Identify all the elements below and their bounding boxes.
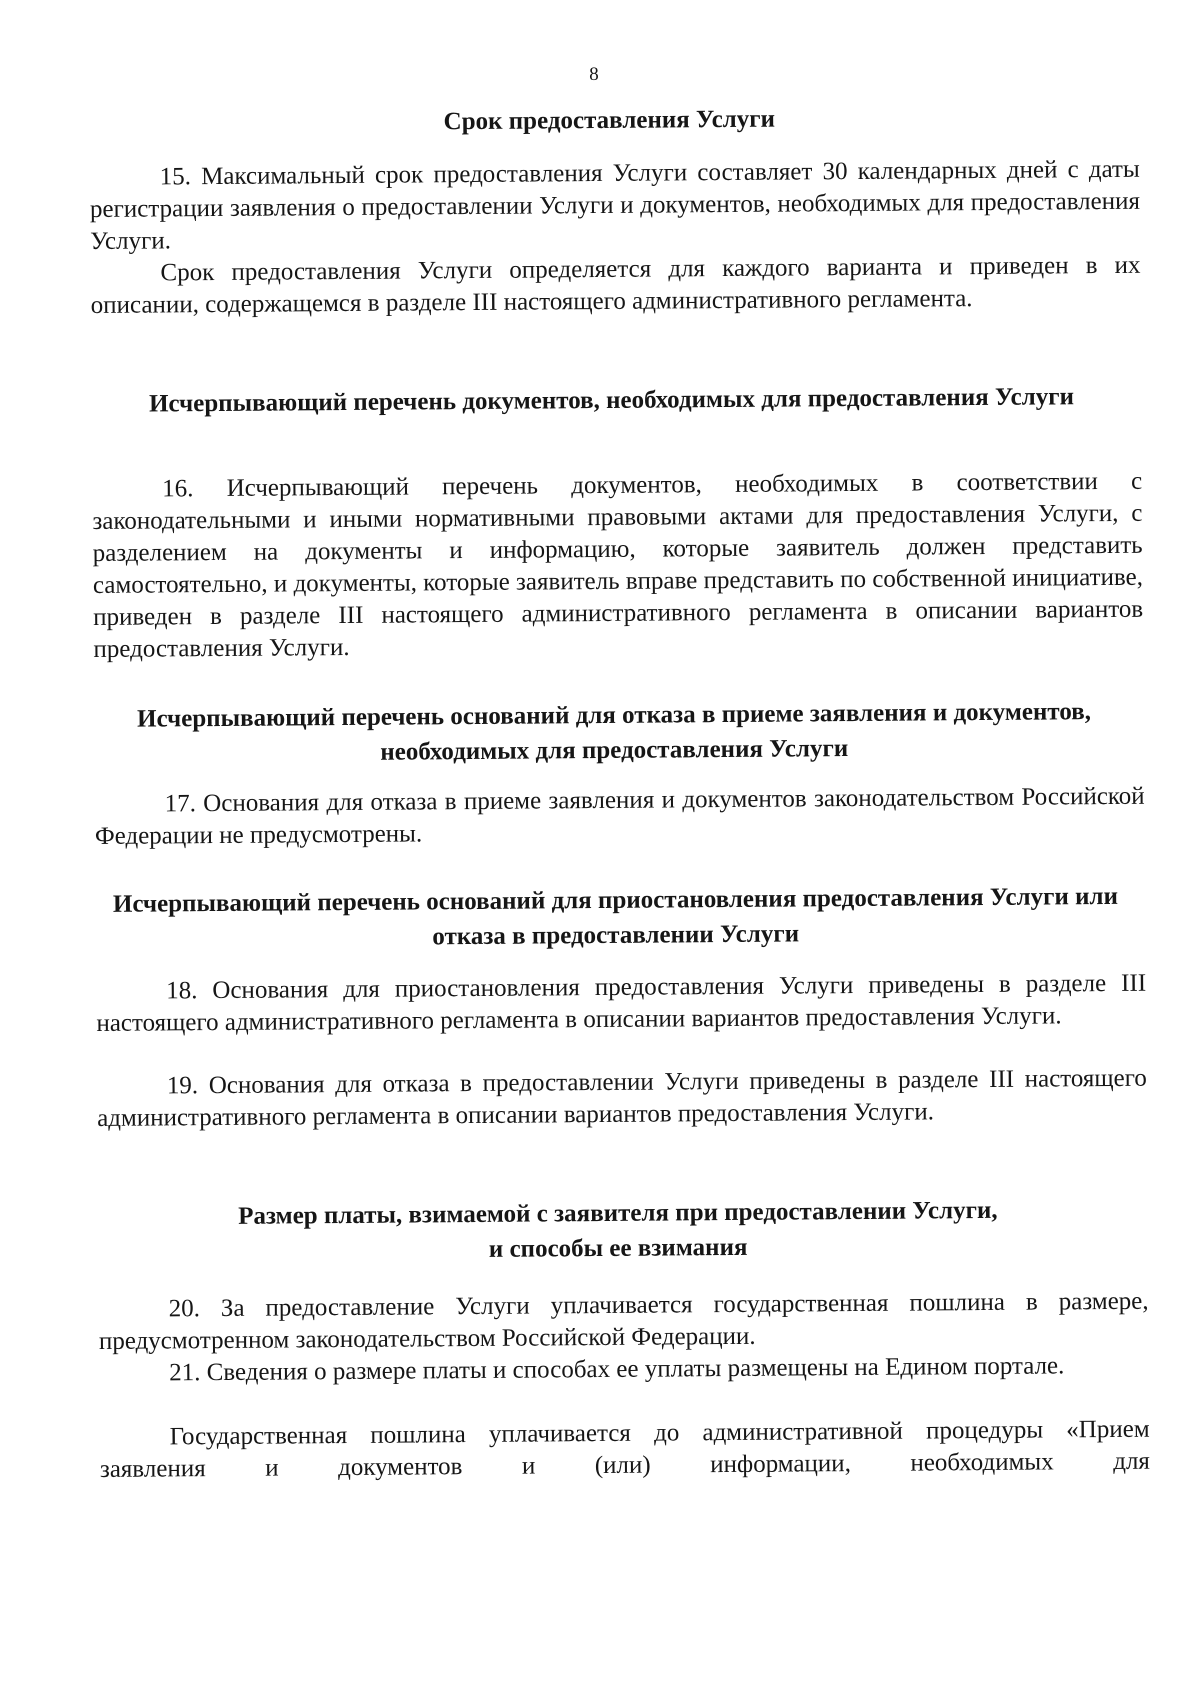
paragraph-17: 17. Основания для отказа в приеме заявления и документов законодательством Российской Федерации не предусмотрены. bbox=[94, 782, 1145, 850]
section-heading-service-term: Срок предоставления Услуги bbox=[443, 105, 776, 136]
paragraph-19: 19. Основания для отказа в предоставлении Услуги приведены в разделе III настоящего административного регламента в описании вариантов предоставления Услуги. bbox=[97, 1064, 1147, 1132]
paragraph-16: 16. Исчерпывающий перечень документов, необходимых в соответствии с законодательными и иными нормативными правовыми актами для предоставления Услуги, с разделением на документы и информацию, которые заявитель должен представить самостоятельно, и документы, которые заявитель вправе представить по собственной инициативе, приведен в разделе III настоящего административного регламента в описании вариантов предоставления Услуги. bbox=[92, 467, 1144, 663]
paragraph-term-variants: Срок предоставления Услуги определяется для каждого варианта и приведен в их описании, содержащемся в разделе III настоящего административного регламента. bbox=[90, 251, 1141, 319]
paragraph-21: 21. Сведения о размере платы и способах ее уплаты размещены на Едином портале. bbox=[169, 1352, 1065, 1387]
section-heading-fee: Размер платы, взимаемой с заявителя при предоставлении Услуги, и способы ее взимания bbox=[238, 1196, 998, 1263]
paragraph-state-duty: Государственная пошлина уплачивается до административной процедуры «Прием заявления и документов и (или) информации, необходимых для bbox=[99, 1415, 1150, 1483]
paragraph-20: 20. За предоставление Услуги уплачивается государственная пошлина в размере, предусмотренном законодательством Российской Федерации. bbox=[98, 1287, 1149, 1355]
section-heading-documents-list: Исчерпывающий перечень документов, необходимых для предоставления Услуги bbox=[148, 383, 1075, 418]
paragraph-15: 15. Максимальный срок предоставления Услуги составляет 30 календарных дней с даты регистрации заявления о предоставлении Услуги и документов, необходимых для предоставления Услуги. bbox=[89, 155, 1141, 255]
paragraph-18: 18. Основания для приостановления предоставления Услуги приведены в разделе III настоящего административного регламента в описании вариантов предоставления Услуги. bbox=[96, 969, 1147, 1037]
page-number: 8 bbox=[589, 63, 599, 86]
section-heading-suspension-refusal: Исчерпывающий перечень оснований для приостановления предоставления Услуги или отказа в предоставлении Услуги bbox=[112, 882, 1119, 951]
section-heading-refusal-acceptance: Исчерпывающий перечень оснований для отказа в приеме заявления и документов, необходимых для предоставления Услуги bbox=[136, 698, 1091, 766]
